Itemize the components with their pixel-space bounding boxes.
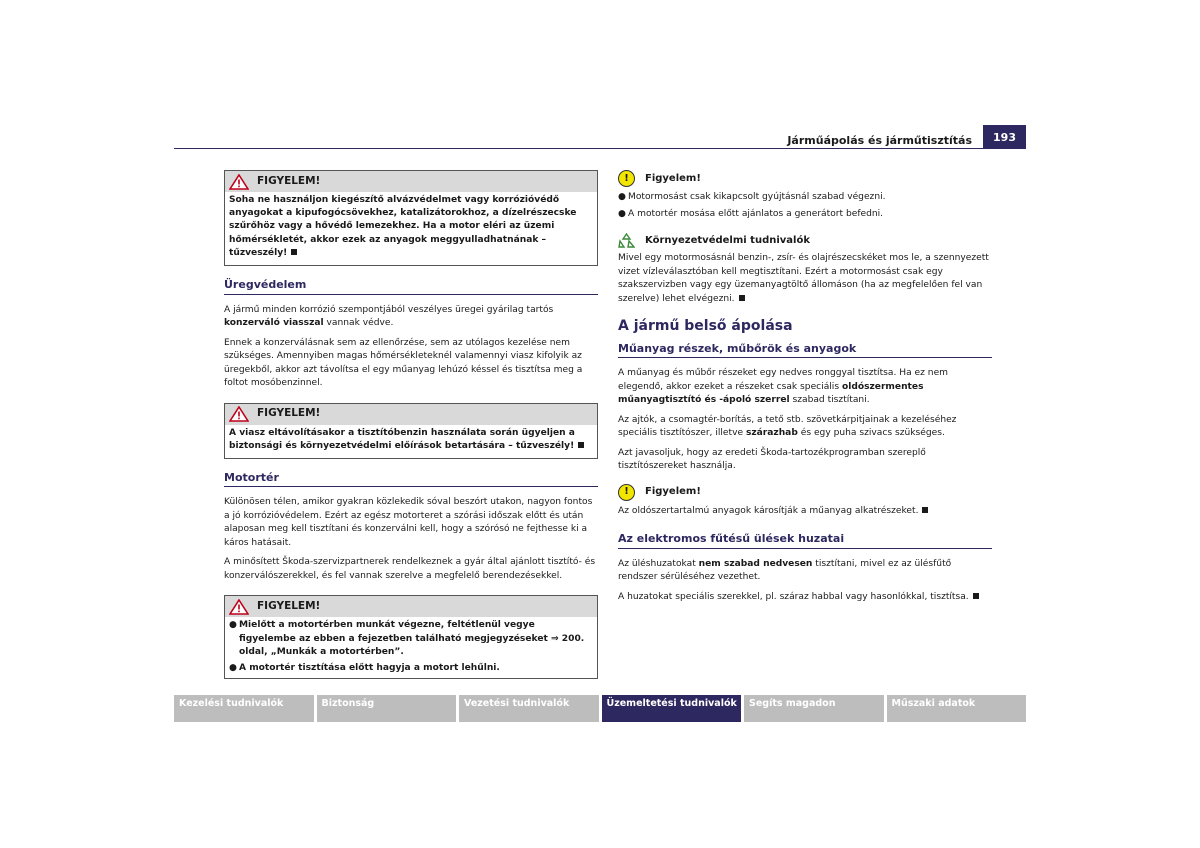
bullet-icon: ● (618, 208, 626, 219)
caution-label: Figyelem! (645, 172, 701, 184)
warning-box-2 (224, 403, 598, 459)
paragraph: Azt javasoljuk, hogy az eredeti Škoda-tartozékprogramban szereplő tisztítószereket használja. (618, 447, 926, 471)
nav-tab-vezetesi[interactable]: Vezetési tudnivalók (459, 695, 599, 722)
nav-tab-kezelesi[interactable]: Kezelési tudnivalók (174, 695, 314, 722)
footer-nav (174, 695, 1026, 722)
warning-header (225, 404, 597, 425)
right-column (618, 168, 992, 610)
paragraph: Az üléshuzatokat nem szabad nedvesen tisztítani, mivel ez az ülésfűtő rendszer sérüléséhez vezethet. (618, 558, 952, 582)
warning-box-1 (224, 170, 598, 266)
nav-tab-biztonsag[interactable]: Biztonság (317, 695, 457, 722)
warning-label: FIGYELEM! (257, 174, 321, 187)
bullet-item: ● Mielőtt a motortérben munkát végezne, feltétlenül vegye figyelembe az ebben a fejezetben található megjegyzéseket ⇒ 200. oldal, „Munkák a motortérben”. (229, 619, 593, 659)
bullet-item: ● Motormosást csak kikapcsolt gyújtásnál szabad végezni. (618, 191, 992, 205)
paragraph: Különösen télen, amikor gyakran közlekedik sóval beszórt utakon, nagyon fontos a jó korrózióvédelem. Ezért az egész motorteret a szórási időszak előtt és után alaposan meg kell tisztítani és konzerválni kell, hogy a szórósó ne fejthesse ki a káros hatásait. (224, 497, 593, 548)
caution-label: Figyelem! (645, 486, 701, 498)
section-heading-motorter: Motortér (224, 471, 598, 488)
running-header-title: Járműápolás és járműtisztítás (787, 134, 972, 147)
paragraph: A műanyag és műbőr részeket egy nedves ronggyal tisztítsa. Ha ez nem elegendő, akkor ezeket a részeket csak speciális oldószermentes műanyagtisztító és -ápoló szerrel szabad tisztítani. (618, 368, 949, 405)
warning-box-3 (224, 595, 598, 679)
warning-text: Soha ne használjon kiegészítő alvázvédelmet vagy korrózióvédő anyagokat a kipufogócsövekhez, katalizátorokhoz, a dízelrészecske szűrőhöz vagy a hővédő lemezekhez. Ha a motor eléri az üzemi hőmérsékletét, akkor ezek az anyagok meggyulladhatnának – tűzveszély! (229, 195, 577, 258)
end-square-icon (578, 442, 584, 448)
warning-header (225, 596, 597, 617)
end-square-icon (973, 593, 979, 599)
header-rule (174, 148, 1026, 149)
exclamation-circle-icon: ! (618, 170, 635, 187)
warning-label: FIGYELEM! (257, 600, 321, 613)
section-heading-muanyag: Műanyag részek, műbőrök és anyagok (618, 342, 992, 359)
section-heading-uregvedelem: Üregvédelem (224, 278, 598, 295)
bullet-icon: ● (618, 192, 626, 202)
warning-triangle-icon (229, 174, 249, 190)
end-square-icon (291, 249, 297, 255)
paragraph: A minősített Škoda-szervizpartnerek rendelkeznek a gyár által ajánlott tisztító- és konzerválószerekkel, és fel vannak szerelve a megfelelő berendezésekkel. (224, 557, 596, 581)
section-heading-ulesek: Az elektromos fűtésű ülések huzatai (618, 532, 992, 549)
recycle-icon (618, 233, 635, 248)
warning-text: A viasz eltávolításakor a tisztítóbenzin használata során ügyeljen a biztonsági és környezetvédelmi előírások betartására – tűzveszély! (229, 427, 575, 451)
paragraph: A jármű minden korrózió szempontjából veszélyes üregei gyárilag tartós konzerváló viasszal vannak védve. (224, 304, 554, 329)
environment-header (618, 233, 992, 248)
end-square-icon (739, 295, 745, 301)
main-heading: A jármű belső ápolása (618, 318, 793, 334)
paragraph: Az oldószertartalmú anyagok károsítják a műanyag alkatrészeket. (618, 505, 992, 519)
nav-tab-segits[interactable]: Segíts magadon (744, 695, 884, 722)
caution-header (618, 170, 992, 187)
left-column (224, 170, 598, 679)
bullet-icon: ● (229, 663, 237, 674)
bullet-item: ● A motortér tisztítása előtt hagyja a motort lehűlni. (229, 662, 593, 675)
warning-triangle-icon (229, 599, 249, 615)
environment-label: Környezetvédelmi tudnivalók (645, 234, 810, 246)
bullet-item: ● A motortér mosása előtt ajánlatos a generátort befedni. (618, 208, 992, 222)
paragraph: Ennek a konzerválásnak sem az ellenőrzése, sem az utólagos kezelése nem szükséges. Amennyiben magas hőmérsékleteknél valamennyi viasz kifolyik az üregekből, akkor azt távolítsa el egy műanyag lehúzó késsel és tisztítsa meg a foltot mosóbenzinnel. (224, 337, 583, 389)
warning-triangle-icon (229, 406, 249, 422)
warning-header (225, 171, 597, 192)
paragraph: A huzatokat speciális szerekkel, pl. száraz habbal vagy hasonlókkal, tisztítsa. (618, 591, 992, 605)
nav-tab-muszaki[interactable]: Műszaki adatok (887, 695, 1027, 722)
end-square-icon (922, 507, 928, 513)
paragraph: Mivel egy motormosásnál benzin-, zsír- és olajrészecskéket mos le, a szennyezett vizet vízleválasztóban kell megtisztítani. Ezért a motormosást csak egy szakszervizben vagy egy üzemanyagtöltő állomáson (ha az megfelelően fel van szerelve) lehet elvégezni. (618, 253, 989, 304)
page-number: 193 (983, 125, 1026, 149)
warning-label: FIGYELEM! (257, 407, 321, 420)
bullet-icon: ● (229, 620, 237, 631)
paragraph: Az ajtók, a csomagtér-borítás, a tető stb. szövetkárpitjainak a kezeléséhez speciális tisztítószer, illetve szárazhab és egy puha szivacs szükséges. (618, 414, 957, 438)
nav-tab-uzemeltetesi[interactable]: Üzemeltetési tudnivalók (602, 695, 742, 722)
caution-header (618, 484, 992, 501)
exclamation-circle-icon: ! (618, 484, 635, 501)
